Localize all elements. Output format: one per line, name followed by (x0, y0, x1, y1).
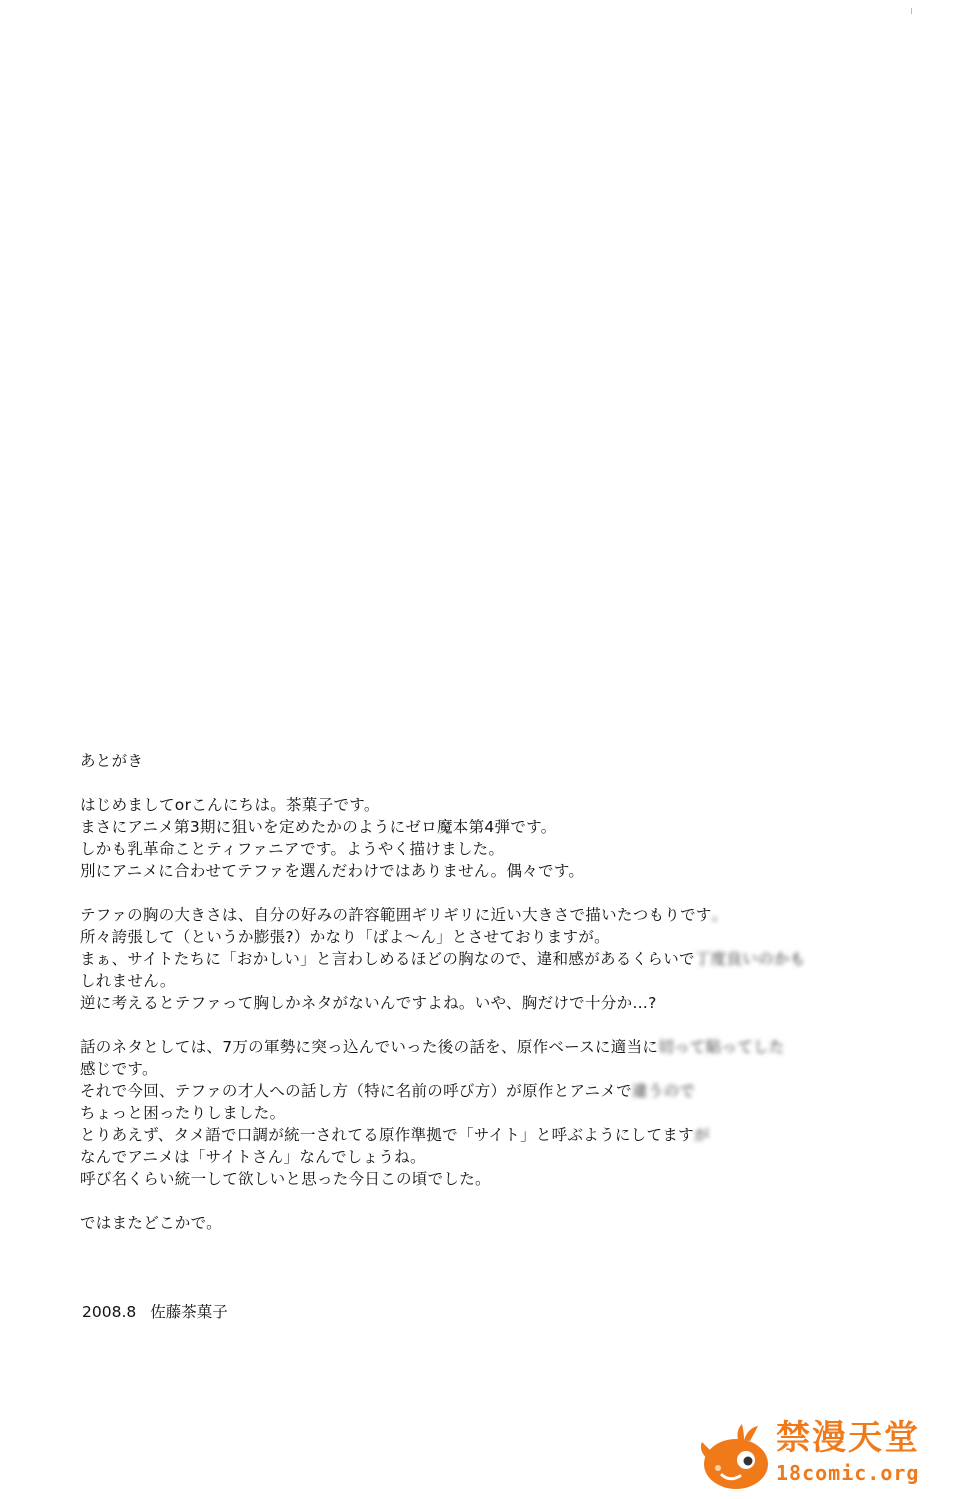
paragraph3-line3-blurred-text: 違うので (631, 1082, 696, 1100)
paragraph2-line2: 所々誇張して（というか膨張?）かなり「ばよ～ん」とさせておりますが。 (80, 928, 610, 946)
signature (82, 1301, 228, 1323)
paragraph3-line1 (80, 1036, 910, 1058)
paragraph3-line3-text: それで今回、テファの才人への話し方（特に名前の呼び方）が原作とアニメで (80, 1082, 632, 1100)
paragraph1-line4: 別にアニメに合わせてテファを選んだわけではありません。偶々です。 (80, 862, 585, 880)
paragraph-gap (80, 1014, 910, 1036)
paragraph2-line5: 逆に考えるとテファって胸しかネタがないんですよね。いや、胸だけで十分か…? (80, 994, 657, 1012)
paragraph1-line1: はじめましてorこんにちは。茶菓子です。 (80, 796, 380, 814)
paragraph1-line2: まさにアニメ第3期に狙いを定めたかのようにゼロ魔本第4弾です。 (80, 818, 557, 836)
paragraph3-line7: 呼び名くらい統一して欲しいと思った今日この頃でした。 (80, 1170, 491, 1188)
scan-mark (911, 8, 916, 14)
closing-line: ではまたどこかで。 (80, 1214, 222, 1232)
paragraph1-line3: しかも乳革命ことティファニアです。ようやく描けました。 (80, 840, 505, 858)
paragraph3-line2: 感じです。 (80, 1060, 158, 1078)
paragraph2-line1 (80, 904, 910, 926)
afterword-text-block (80, 750, 910, 1234)
paragraph3-line3 (80, 1080, 910, 1102)
watermark-title: 禁漫天堂 (776, 1418, 920, 1458)
paragraph2-line3 (80, 948, 910, 970)
paragraph2-line1-text: テファの胸の大きさは、自分の好みの許容範囲ギリギリに近い大きさで描いたつもりです (80, 906, 712, 924)
watermark-url: 18comic.org (776, 1461, 920, 1485)
watermark (694, 1414, 924, 1494)
paragraph2-line1-blurred-text: 。 (711, 906, 728, 924)
mascot-logo-icon (694, 1420, 774, 1492)
afterword-heading: あとがき (80, 752, 144, 770)
signature-name: 佐藤茶菓子 (150, 1303, 228, 1321)
paragraph2-line3-text: まぁ、サイトたちに「おかしい」と言わしめるほどの胸なので、違和感があるくらいで (80, 950, 695, 968)
signature-date: 2008.8 (82, 1303, 137, 1321)
paragraph3-line5-blurred-text: が (693, 1126, 710, 1144)
paragraph-gap (80, 882, 910, 904)
paragraph2-line3-blurred-text: 丁度良いのかも (694, 950, 806, 968)
paragraph3-line5-text: とりあえず、タメ語で口調が統一されてる原作準拠で「サイト」と呼ぶようにしてます (80, 1126, 694, 1144)
paragraph-gap (80, 1190, 910, 1212)
paragraph3-line4: ちょっと困ったりしました。 (80, 1104, 286, 1122)
paragraph2-line4: しれません。 (80, 972, 176, 990)
paragraph3-line5 (80, 1124, 910, 1146)
paragraph3-line6: なんでアニメは「サイトさん」なんでしょうね。 (80, 1148, 426, 1166)
paragraph3-line1-text: 話のネタとしては、7万の軍勢に突っ込んでいった後の話を、原作ベースに適当に (80, 1038, 659, 1056)
paragraph-gap (80, 772, 910, 794)
paragraph3-line1-blurred-text: 切って貼ってした (658, 1038, 785, 1056)
